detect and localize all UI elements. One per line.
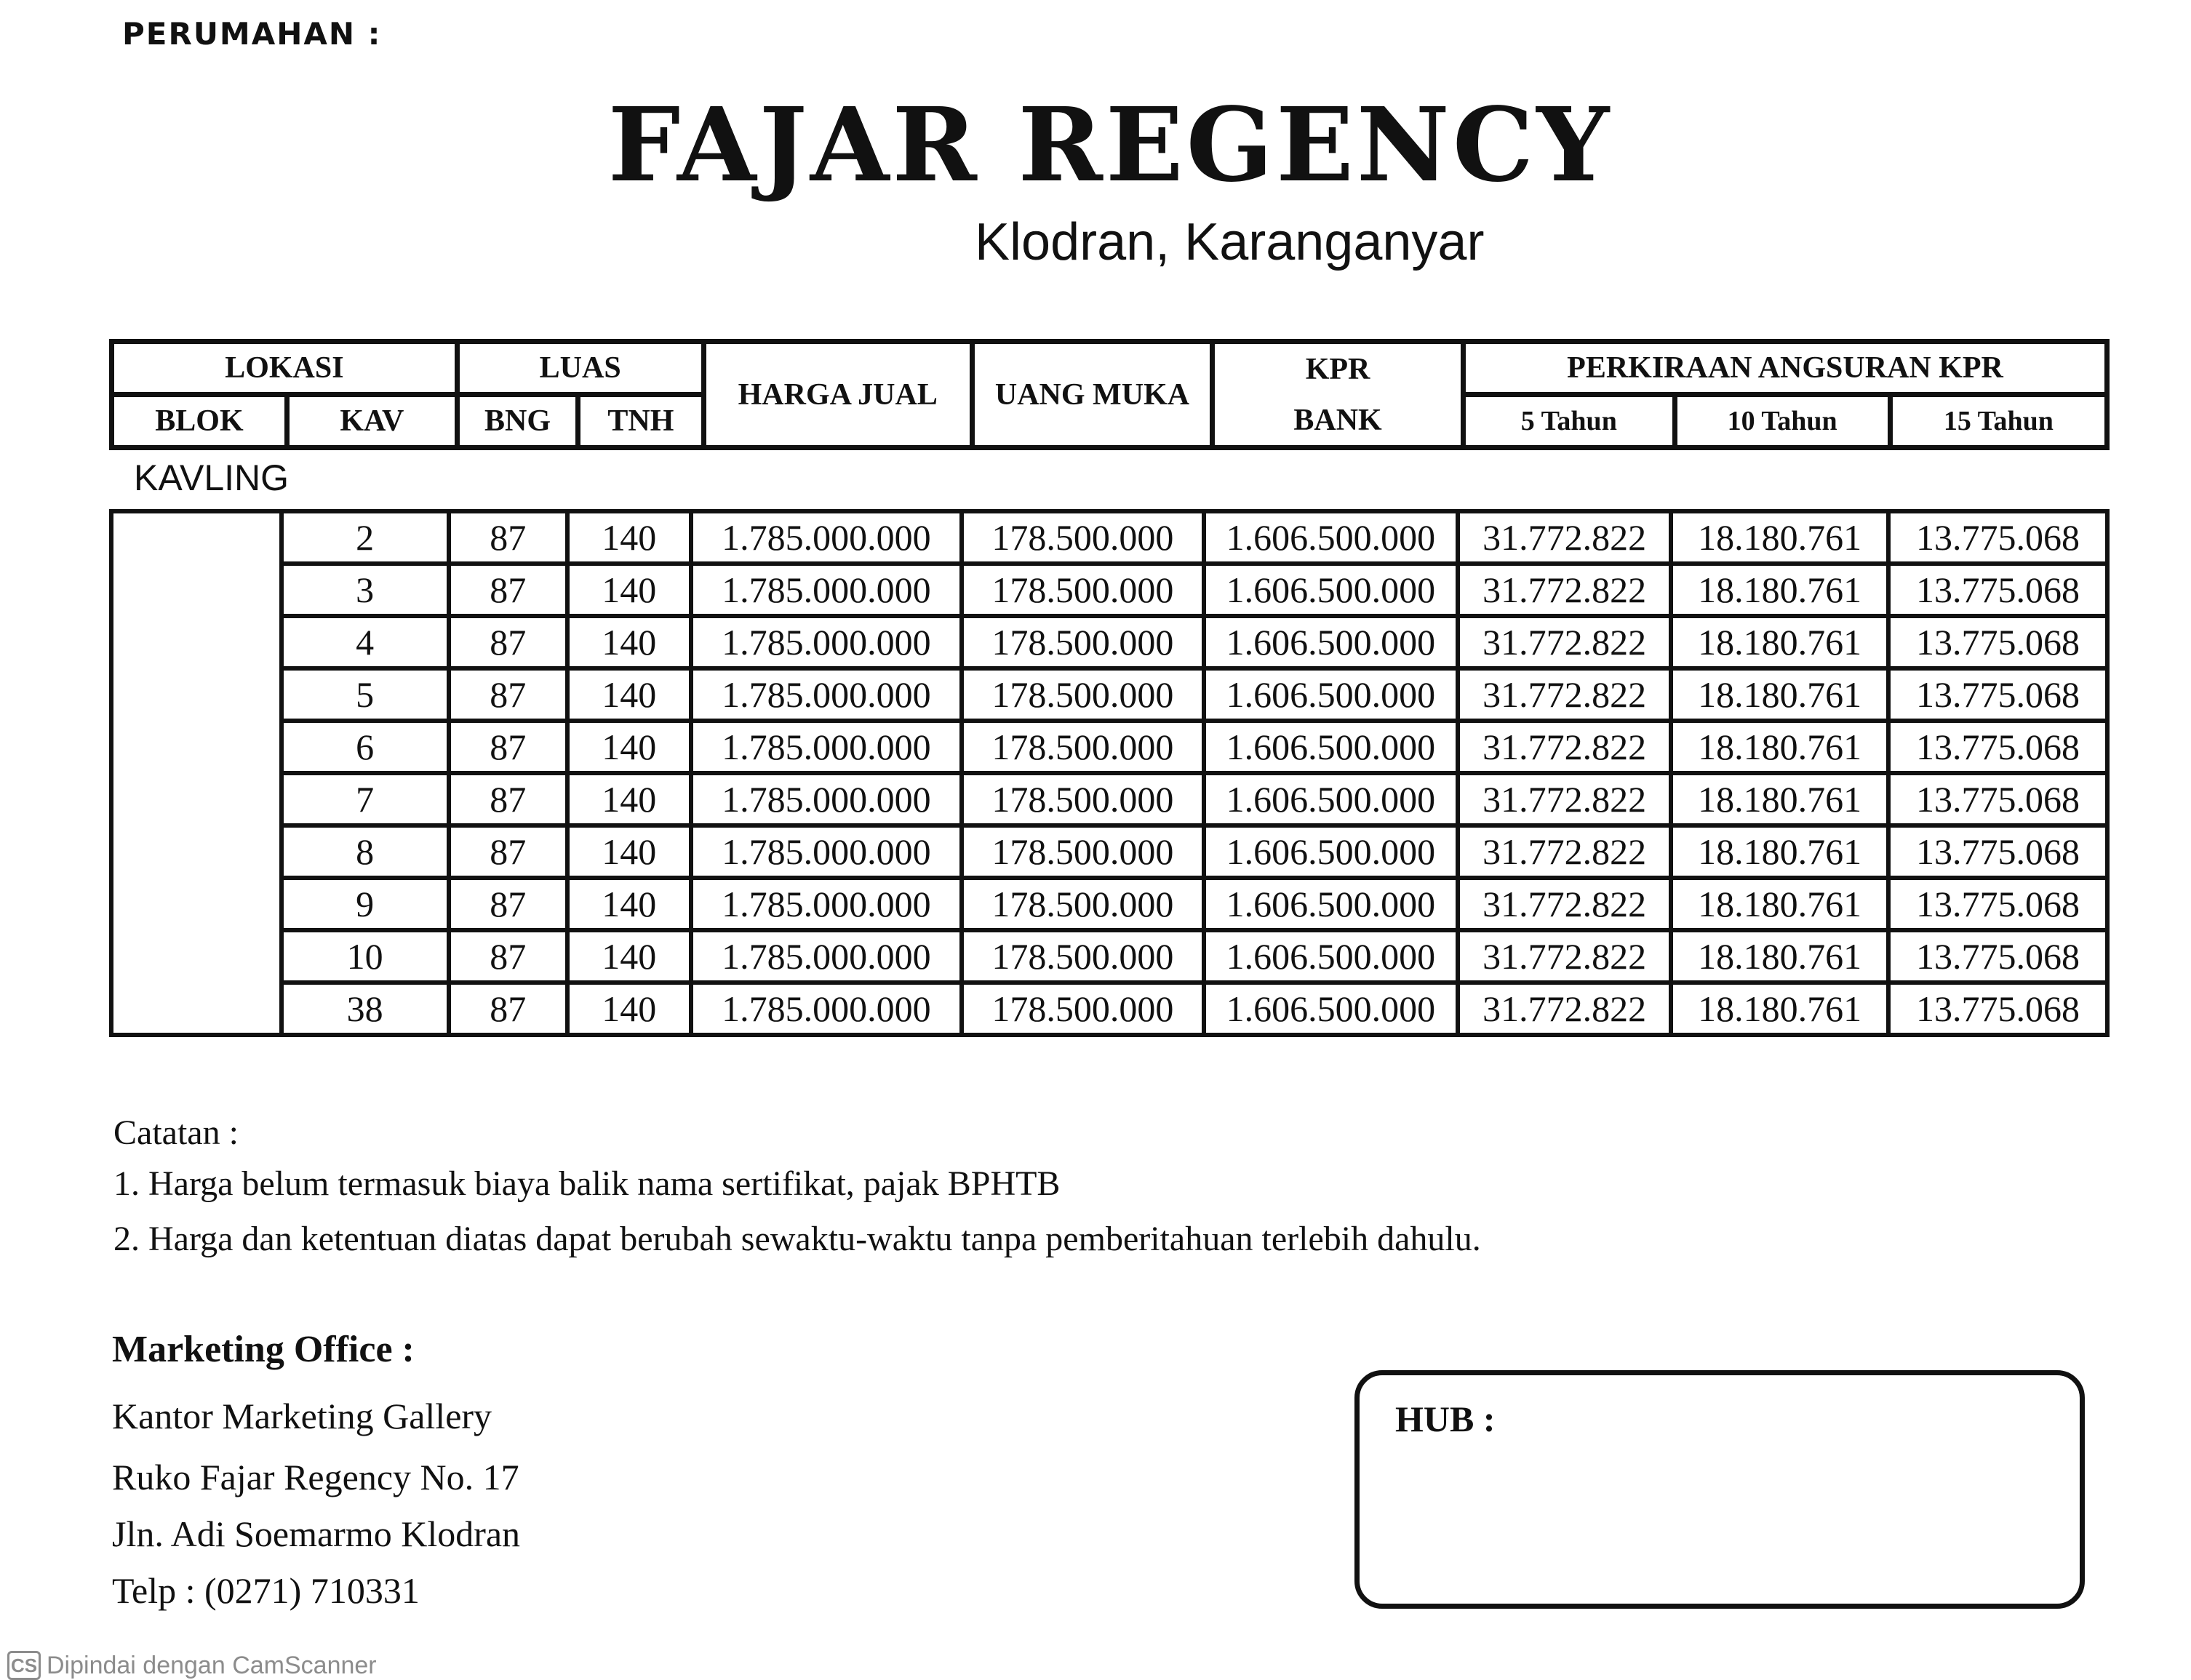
cell-kav: 3 xyxy=(282,564,449,616)
cell-angsuran-15: 13.775.068 xyxy=(1888,983,2107,1035)
cell-angsuran-10: 18.180.761 xyxy=(1671,511,1888,564)
cell-harga-jual: 1.785.000.000 xyxy=(691,564,962,616)
cell-kpr-bank: 1.606.500.000 xyxy=(1204,773,1458,825)
note-item: 1. Harga belum termasuk biaya balik nama sertifikat, pajak BPHTB xyxy=(113,1164,1061,1203)
cell-tnh: 140 xyxy=(567,564,691,616)
price-table-body xyxy=(109,509,2110,1037)
cell-angsuran-10: 18.180.761 xyxy=(1671,564,1888,616)
cell-angsuran-15: 13.775.068 xyxy=(1888,616,2107,668)
header-uang-muka: UANG MUKA xyxy=(972,342,1212,448)
cell-kpr-bank: 1.606.500.000 xyxy=(1204,930,1458,983)
cell-tnh: 140 xyxy=(567,825,691,878)
cell-angsuran-10: 18.180.761 xyxy=(1671,668,1888,721)
cell-kav: 6 xyxy=(282,721,449,773)
table-row xyxy=(111,564,2107,616)
perumahan-label: PERUMAHAN : xyxy=(122,16,382,52)
cell-harga-jual: 1.785.000.000 xyxy=(691,721,962,773)
cell-bng: 87 xyxy=(449,878,567,930)
cell-angsuran-5: 31.772.822 xyxy=(1458,878,1671,930)
cell-bng: 87 xyxy=(449,668,567,721)
watermark-text: Dipindai dengan CamScanner xyxy=(47,1651,377,1679)
cell-kav: 38 xyxy=(282,983,449,1035)
cell-tnh: 140 xyxy=(567,983,691,1035)
cell-angsuran-5: 31.772.822 xyxy=(1458,773,1671,825)
table-row xyxy=(111,668,2107,721)
header-harga-jual: HARGA JUAL xyxy=(703,342,972,448)
cell-kav: 9 xyxy=(282,878,449,930)
table-row xyxy=(111,721,2107,773)
cell-angsuran-15: 13.775.068 xyxy=(1888,721,2107,773)
price-table-header xyxy=(109,339,2110,450)
cell-tnh: 140 xyxy=(567,930,691,983)
camscanner-watermark xyxy=(7,1651,377,1680)
cell-harga-jual: 1.785.000.000 xyxy=(691,511,962,564)
cell-angsuran-5: 31.772.822 xyxy=(1458,721,1671,773)
cell-tnh: 140 xyxy=(567,668,691,721)
marketing-office-title: Marketing Office : xyxy=(112,1329,415,1370)
cell-angsuran-5: 31.772.822 xyxy=(1458,616,1671,668)
cell-bng: 87 xyxy=(449,564,567,616)
cell-uang-muka: 178.500.000 xyxy=(962,564,1204,616)
cell-angsuran-15: 13.775.068 xyxy=(1888,773,2107,825)
cell-harga-jual: 1.785.000.000 xyxy=(691,773,962,825)
cell-tnh: 140 xyxy=(567,511,691,564)
marketing-office-line: Ruko Fajar Regency No. 17 xyxy=(112,1457,519,1497)
cell-blok xyxy=(111,511,282,1035)
cell-tnh: 140 xyxy=(567,878,691,930)
header-15-tahun: 15 Tahun xyxy=(1890,395,2107,448)
camscanner-icon: CS xyxy=(7,1651,41,1680)
cell-uang-muka: 178.500.000 xyxy=(962,983,1204,1035)
cell-tnh: 140 xyxy=(567,721,691,773)
cell-kpr-bank: 1.606.500.000 xyxy=(1204,511,1458,564)
cell-bng: 87 xyxy=(449,616,567,668)
header-kpr-bank xyxy=(1212,342,1463,448)
header-kav: KAV xyxy=(287,395,457,448)
section-label-kavling: KAVLING xyxy=(134,457,290,498)
header-luas: LUAS xyxy=(457,342,703,395)
marketing-office-line: Kantor Marketing Gallery xyxy=(112,1396,492,1436)
table-row xyxy=(111,825,2107,878)
cell-uang-muka: 178.500.000 xyxy=(962,616,1204,668)
cell-kav: 5 xyxy=(282,668,449,721)
cell-angsuran-5: 31.772.822 xyxy=(1458,564,1671,616)
cell-bng: 87 xyxy=(449,983,567,1035)
cell-harga-jual: 1.785.000.000 xyxy=(691,983,962,1035)
cell-bng: 87 xyxy=(449,825,567,878)
cell-angsuran-10: 18.180.761 xyxy=(1671,878,1888,930)
header-angsuran: PERKIRAAN ANGSURAN KPR xyxy=(1464,342,2107,395)
cell-angsuran-5: 31.772.822 xyxy=(1458,930,1671,983)
cell-kav: 2 xyxy=(282,511,449,564)
header-5-tahun: 5 Tahun xyxy=(1464,395,1675,448)
cell-angsuran-5: 31.772.822 xyxy=(1458,668,1671,721)
table-row xyxy=(111,773,2107,825)
cell-kpr-bank: 1.606.500.000 xyxy=(1204,825,1458,878)
cell-bng: 87 xyxy=(449,930,567,983)
header-10-tahun: 10 Tahun xyxy=(1675,395,1890,448)
cell-angsuran-15: 13.775.068 xyxy=(1888,930,2107,983)
table-row xyxy=(111,983,2107,1035)
header-blok: BLOK xyxy=(112,395,287,448)
table-row xyxy=(111,511,2107,564)
marketing-office-phone: Telp : (0271) 710331 xyxy=(112,1570,420,1611)
cell-angsuran-5: 31.772.822 xyxy=(1458,983,1671,1035)
cell-angsuran-15: 13.775.068 xyxy=(1888,668,2107,721)
cell-uang-muka: 178.500.000 xyxy=(962,878,1204,930)
cell-uang-muka: 178.500.000 xyxy=(962,511,1204,564)
cell-bng: 87 xyxy=(449,773,567,825)
cell-harga-jual: 1.785.000.000 xyxy=(691,668,962,721)
document-title: FAJAR REGENCY xyxy=(607,86,1613,205)
cell-kpr-bank: 1.606.500.000 xyxy=(1204,983,1458,1035)
cell-kpr-bank: 1.606.500.000 xyxy=(1204,878,1458,930)
cell-angsuran-10: 18.180.761 xyxy=(1671,721,1888,773)
cell-bng: 87 xyxy=(449,721,567,773)
cell-tnh: 140 xyxy=(567,773,691,825)
cell-uang-muka: 178.500.000 xyxy=(962,773,1204,825)
cell-uang-muka: 178.500.000 xyxy=(962,825,1204,878)
cell-angsuran-10: 18.180.761 xyxy=(1671,983,1888,1035)
cell-angsuran-10: 18.180.761 xyxy=(1671,825,1888,878)
cell-kpr-bank: 1.606.500.000 xyxy=(1204,721,1458,773)
cell-kav: 8 xyxy=(282,825,449,878)
header-bank: BANK xyxy=(1293,403,1382,437)
cell-harga-jual: 1.785.000.000 xyxy=(691,616,962,668)
header-tnh: TNH xyxy=(578,395,703,448)
header-lokasi: LOKASI xyxy=(112,342,458,395)
cell-angsuran-15: 13.775.068 xyxy=(1888,878,2107,930)
cell-uang-muka: 178.500.000 xyxy=(962,930,1204,983)
table-row xyxy=(111,930,2107,983)
cell-kav: 10 xyxy=(282,930,449,983)
cell-kpr-bank: 1.606.500.000 xyxy=(1204,564,1458,616)
marketing-office-line: Jln. Adi Soemarmo Klodran xyxy=(112,1513,521,1554)
cell-uang-muka: 178.500.000 xyxy=(962,668,1204,721)
contact-box-label: HUB : xyxy=(1395,1399,1496,1439)
cell-kav: 7 xyxy=(282,773,449,825)
table-row xyxy=(111,616,2107,668)
cell-uang-muka: 178.500.000 xyxy=(962,721,1204,773)
cell-angsuran-10: 18.180.761 xyxy=(1671,616,1888,668)
header-kpr: KPR xyxy=(1305,352,1370,386)
table-row xyxy=(111,878,2107,930)
cell-angsuran-15: 13.775.068 xyxy=(1888,825,2107,878)
cell-harga-jual: 1.785.000.000 xyxy=(691,825,962,878)
cell-angsuran-5: 31.772.822 xyxy=(1458,511,1671,564)
cell-angsuran-5: 31.772.822 xyxy=(1458,825,1671,878)
cell-tnh: 140 xyxy=(567,616,691,668)
cell-kpr-bank: 1.606.500.000 xyxy=(1204,668,1458,721)
cell-angsuran-10: 18.180.761 xyxy=(1671,773,1888,825)
cell-kav: 4 xyxy=(282,616,449,668)
cell-kpr-bank: 1.606.500.000 xyxy=(1204,616,1458,668)
document-subtitle: Klodran, Karanganyar xyxy=(975,213,1485,271)
notes-title: Catatan : xyxy=(113,1113,239,1152)
cell-angsuran-15: 13.775.068 xyxy=(1888,511,2107,564)
cell-bng: 87 xyxy=(449,511,567,564)
cell-angsuran-15: 13.775.068 xyxy=(1888,564,2107,616)
header-bng: BNG xyxy=(457,395,578,448)
note-item: 2. Harga dan ketentuan diatas dapat berubah sewaktu-waktu tanpa pemberitahuan terlebih dahulu. xyxy=(113,1220,1481,1258)
cell-harga-jual: 1.785.000.000 xyxy=(691,930,962,983)
cell-harga-jual: 1.785.000.000 xyxy=(691,878,962,930)
cell-angsuran-10: 18.180.761 xyxy=(1671,930,1888,983)
